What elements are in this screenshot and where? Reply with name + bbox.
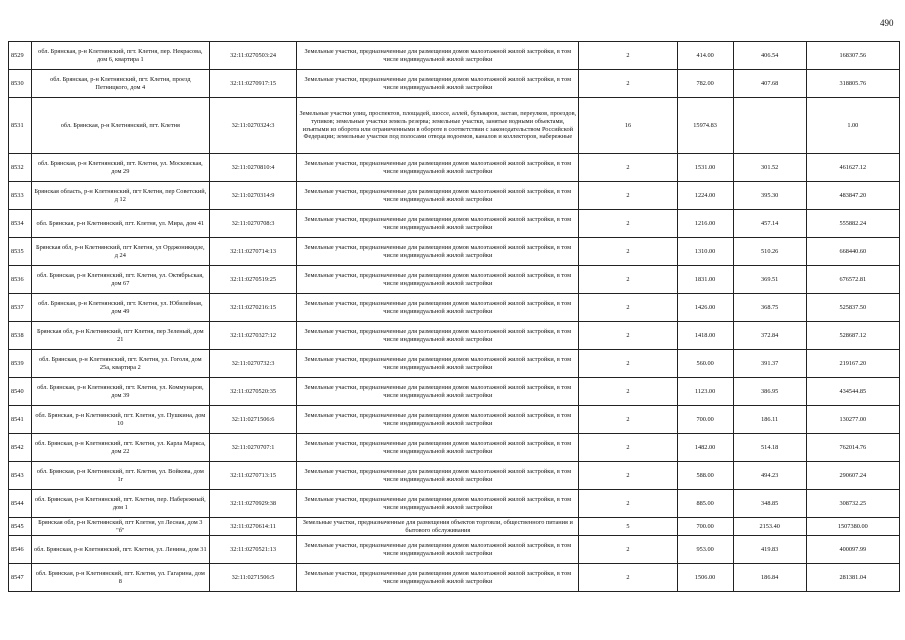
group-code-cell: 2 <box>579 182 677 210</box>
land-use-cell: Земельные участки, предназначенные для размещения домов малоэтажной жилой застройки, в том числе индивидуальной жилой застройки <box>297 406 579 434</box>
area-cell: 700.00 <box>677 406 733 434</box>
cadastral-number-cell: 32:11:0270519:25 <box>209 266 296 294</box>
cadastral-value-cell: 1507380.00 <box>806 518 899 536</box>
cadastral-number-cell: 32:11:0270732:3 <box>209 350 296 378</box>
address-cell: обл. Брянская, р-н Клетнянский, пгт. Клетня, ул. Московская, дом 29 <box>31 154 209 182</box>
area-cell: 1426.00 <box>677 294 733 322</box>
table-body <box>9 42 900 592</box>
specific-value-cell: 395.30 <box>733 182 806 210</box>
cadastral-value-cell: 525837.50 <box>806 294 899 322</box>
address-cell: Брянская область, р-н Клетнянский, пгт Клетня, пер Советский, д 12 <box>31 182 209 210</box>
address-cell: обл. Брянская, р-н Клетнянский, пгт. Клетня, ул. Гоголя, дом 25а, квартира 2 <box>31 350 209 378</box>
cadastral-value-cell: 219167.20 <box>806 350 899 378</box>
land-use-cell: Земельные участки, предназначенные для размещения домов малоэтажной жилой застройки, в том числе индивидуальной жилой застройки <box>297 462 579 490</box>
cadastral-value-cell: 676572.81 <box>806 266 899 294</box>
table-row <box>9 154 900 182</box>
table-row <box>9 238 900 266</box>
group-code-cell: 2 <box>579 322 677 350</box>
cadastral-number-cell: 32:11:0270714:13 <box>209 238 296 266</box>
table-row <box>9 564 900 592</box>
area-cell: 1531.00 <box>677 154 733 182</box>
address-cell: обл. Брянская, р-н Клетнянский, пгт. Клетня, пер. Набережный, дом 1 <box>31 490 209 518</box>
row-number-cell: 8536 <box>9 266 32 294</box>
specific-value-cell: 514.18 <box>733 434 806 462</box>
area-cell: 1482.00 <box>677 434 733 462</box>
cadastral-value-cell: 528687.12 <box>806 322 899 350</box>
row-number-cell: 8532 <box>9 154 32 182</box>
row-number-cell: 8533 <box>9 182 32 210</box>
group-code-cell: 2 <box>579 564 677 592</box>
cadastral-number-cell: 32:11:0270324:3 <box>209 98 296 154</box>
address-cell: обл. Брянская, р-н Клетнянский, пгт. Клетня, ул. Гагарина, дом 8 <box>31 564 209 592</box>
group-code-cell: 2 <box>579 238 677 266</box>
specific-value-cell: 348.85 <box>733 490 806 518</box>
specific-value-cell: 407.68 <box>733 70 806 98</box>
specific-value-cell: 368.75 <box>733 294 806 322</box>
cadastral-value-cell: 483847.20 <box>806 182 899 210</box>
table-row <box>9 322 900 350</box>
table-row <box>9 350 900 378</box>
cadastral-value-cell: 290607.24 <box>806 462 899 490</box>
land-use-cell: Земельные участки, предназначенные для размещения домов малоэтажной жилой застройки, в том числе индивидуальной жилой застройки <box>297 322 579 350</box>
row-number-cell: 8546 <box>9 536 32 564</box>
specific-value-cell: 301.52 <box>733 154 806 182</box>
specific-value-cell: 419.83 <box>733 536 806 564</box>
land-use-cell: Земельные участки, предназначенные для размещения домов малоэтажной жилой застройки, в том числе индивидуальной жилой застройки <box>297 490 579 518</box>
group-code-cell: 2 <box>579 378 677 406</box>
table-row <box>9 182 900 210</box>
cadastral-value-cell: 308732.25 <box>806 490 899 518</box>
cadastral-value-cell: 168307.56 <box>806 42 899 70</box>
address-cell: обл. Брянская, р-н Клетнянский, пгт. Клетня, ул. Пушкина, дом 10 <box>31 406 209 434</box>
address-cell: обл. Брянская, р-н Клетнянский, пгт. Клетня, ул. Ленина, дом 31 <box>31 536 209 564</box>
cadastral-number-cell: 32:11:0270810:4 <box>209 154 296 182</box>
area-cell: 953.00 <box>677 536 733 564</box>
land-use-cell: Земельные участки, предназначенные для размещения домов малоэтажной жилой застройки, в том числе индивидуальной жилой застройки <box>297 378 579 406</box>
land-use-cell: Земельные участки, предназначенные для размещения домов малоэтажной жилой застройки, в том числе индивидуальной жилой застройки <box>297 434 579 462</box>
row-number-cell: 8541 <box>9 406 32 434</box>
page-number: 490 <box>880 18 894 28</box>
cadastral-number-cell: 32:11:0270708:3 <box>209 210 296 238</box>
land-use-cell: Земельные участки, предназначенные для размещения домов малоэтажной жилой застройки, в том числе индивидуальной жилой застройки <box>297 154 579 182</box>
cadastral-number-cell: 32:11:0270314:9 <box>209 182 296 210</box>
cadastral-value-cell: 1.00 <box>806 98 899 154</box>
group-code-cell: 2 <box>579 406 677 434</box>
cadastral-number-cell: 32:11:0270520:35 <box>209 378 296 406</box>
cadastral-value-cell: 461627.12 <box>806 154 899 182</box>
table-row <box>9 406 900 434</box>
address-cell: обл. Брянская, р-н Клетнянский, пгт. Клетня, ул. Мира, дом 41 <box>31 210 209 238</box>
row-number-cell: 8545 <box>9 518 32 536</box>
area-cell: 15974.83 <box>677 98 733 154</box>
area-cell: 1216.00 <box>677 210 733 238</box>
cadastral-value-cell: 555882.24 <box>806 210 899 238</box>
area-cell: 1506.00 <box>677 564 733 592</box>
address-cell: обл. Брянская, р-н Клетнянский, пгт. Клетня, ул. Карла Маркса, дом 22 <box>31 434 209 462</box>
row-number-cell: 8547 <box>9 564 32 592</box>
land-use-cell: Земельные участки, предназначенные для размещения домов малоэтажной жилой застройки, в том числе индивидуальной жилой застройки <box>297 182 579 210</box>
specific-value-cell: 2153.40 <box>733 518 806 536</box>
specific-value-cell: 457.14 <box>733 210 806 238</box>
specific-value-cell: 386.95 <box>733 378 806 406</box>
row-number-cell: 8534 <box>9 210 32 238</box>
specific-value-cell: 186.11 <box>733 406 806 434</box>
area-cell: 1123.00 <box>677 378 733 406</box>
address-cell: обл. Брянская, р-н Клетнянский, пгт. Клетня <box>31 98 209 154</box>
cadastral-number-cell: 32:11:0270917:15 <box>209 70 296 98</box>
specific-value-cell: 186.84 <box>733 564 806 592</box>
address-cell: обл. Брянская, р-н Клетнянский, пгт. Клетня, проезд Петницкого, дом 4 <box>31 70 209 98</box>
cadastral-value-cell: 130277.00 <box>806 406 899 434</box>
table-row <box>9 434 900 462</box>
table-row <box>9 378 900 406</box>
group-code-cell: 5 <box>579 518 677 536</box>
row-number-cell: 8542 <box>9 434 32 462</box>
land-use-cell: Земельные участки, предназначенные для размещения объектов торговли, общественного питания и бытового обслуживания <box>297 518 579 536</box>
group-code-cell: 16 <box>579 98 677 154</box>
land-use-cell: Земельные участки, предназначенные для размещения домов малоэтажной жилой застройки, в том числе индивидуальной жилой застройки <box>297 536 579 564</box>
area-cell: 560.00 <box>677 350 733 378</box>
address-cell: Брянская обл, р-н Клетнянский, пгт Клетня, ул Лесная, дом 3 "б" <box>31 518 209 536</box>
row-number-cell: 8537 <box>9 294 32 322</box>
address-cell: обл. Брянская, р-н Клетнянский, пгт. Клетня, ул. Октябрьская, дом 67 <box>31 266 209 294</box>
specific-value-cell: 369.51 <box>733 266 806 294</box>
land-use-cell: Земельные участки улиц, проспектов, площадей, шоссе, аллей, бульваров, застав, переулков, проездов, тупиков; земельные участки земель резерва; земельные участки, занятые водными объектами, изъятыми из оборота или ограниченными в обороте в соответствии с законодательством Российской Федерации; земельные участки под полосами отвода водоемов, каналов и коллекторов, набережные <box>297 98 579 154</box>
specific-value-cell <box>733 98 806 154</box>
land-use-cell: Земельные участки, предназначенные для размещения домов малоэтажной жилой застройки, в том числе индивидуальной жилой застройки <box>297 294 579 322</box>
land-use-cell: Земельные участки, предназначенные для размещения домов малоэтажной жилой застройки, в том числе индивидуальной жилой застройки <box>297 42 579 70</box>
area-cell: 1831.00 <box>677 266 733 294</box>
group-code-cell: 2 <box>579 536 677 564</box>
cadastral-number-cell: 32:11:0270521:13 <box>209 536 296 564</box>
row-number-cell: 8544 <box>9 490 32 518</box>
row-number-cell: 8529 <box>9 42 32 70</box>
table-row <box>9 210 900 238</box>
table-row <box>9 462 900 490</box>
table-row <box>9 98 900 154</box>
address-cell: Брянская обл, р-н Клетнянский, пгт Клетня, ул Орджоникидзе, д 24 <box>31 238 209 266</box>
area-cell: 414.00 <box>677 42 733 70</box>
group-code-cell: 2 <box>579 42 677 70</box>
area-cell: 700.00 <box>677 518 733 536</box>
cadastral-number-cell: 32:11:0271506:6 <box>209 406 296 434</box>
table-row <box>9 490 900 518</box>
group-code-cell: 2 <box>579 490 677 518</box>
area-cell: 1310.00 <box>677 238 733 266</box>
cadastral-number-cell: 32:11:0270929:38 <box>209 490 296 518</box>
cadastral-value-cell: 434544.85 <box>806 378 899 406</box>
land-use-cell: Земельные участки, предназначенные для размещения домов малоэтажной жилой застройки, в том числе индивидуальной жилой застройки <box>297 70 579 98</box>
address-cell: обл. Брянская, р-н Клетнянский, пгт. Клетня, пер. Некрасова, дом 6, квартира 1 <box>31 42 209 70</box>
land-use-cell: Земельные участки, предназначенные для размещения домов малоэтажной жилой застройки, в том числе индивидуальной жилой застройки <box>297 266 579 294</box>
address-cell: обл. Брянская, р-н Клетнянский, пгт. Клетня, ул. Войкова, дом 1г <box>31 462 209 490</box>
row-number-cell: 8538 <box>9 322 32 350</box>
address-cell: обл. Брянская, р-н Клетнянский, пгт. Клетня, ул. Коммунаров, дом 39 <box>31 378 209 406</box>
land-use-cell: Земельные участки, предназначенные для размещения домов малоэтажной жилой застройки, в том числе индивидуальной жилой застройки <box>297 210 579 238</box>
group-code-cell: 2 <box>579 266 677 294</box>
cadastral-value-cell: 668440.60 <box>806 238 899 266</box>
area-cell: 1418.00 <box>677 322 733 350</box>
table-row <box>9 518 900 536</box>
table-row <box>9 294 900 322</box>
land-use-cell: Земельные участки, предназначенные для размещения домов малоэтажной жилой застройки, в том числе индивидуальной жилой застройки <box>297 564 579 592</box>
address-cell: обл. Брянская, р-н Клетнянский, пгт. Клетня, ул. Юбилейная, дом 49 <box>31 294 209 322</box>
cadastral-value-cell: 281381.04 <box>806 564 899 592</box>
group-code-cell: 2 <box>579 294 677 322</box>
cadastral-number-cell: 32:11:0270327:12 <box>209 322 296 350</box>
specific-value-cell: 372.84 <box>733 322 806 350</box>
area-cell: 782.00 <box>677 70 733 98</box>
group-code-cell: 2 <box>579 350 677 378</box>
group-code-cell: 2 <box>579 154 677 182</box>
specific-value-cell: 510.26 <box>733 238 806 266</box>
row-number-cell: 8531 <box>9 98 32 154</box>
area-cell: 588.00 <box>677 462 733 490</box>
cadastral-value-table <box>8 41 900 592</box>
cadastral-value-cell: 400097.99 <box>806 536 899 564</box>
land-use-cell: Земельные участки, предназначенные для размещения домов малоэтажной жилой застройки, в том числе индивидуальной жилой застройки <box>297 350 579 378</box>
specific-value-cell: 391.37 <box>733 350 806 378</box>
cadastral-value-cell: 762014.76 <box>806 434 899 462</box>
address-cell: Брянская обл, р-н Клетнянский, пгт Клетня, пер Зеленый, дом 21 <box>31 322 209 350</box>
group-code-cell: 2 <box>579 70 677 98</box>
group-code-cell: 2 <box>579 210 677 238</box>
specific-value-cell: 494.23 <box>733 462 806 490</box>
table-row <box>9 42 900 70</box>
area-cell: 1224.00 <box>677 182 733 210</box>
row-number-cell: 8530 <box>9 70 32 98</box>
cadastral-number-cell: 32:11:0271506:5 <box>209 564 296 592</box>
cadastral-number-cell: 32:11:0270216:15 <box>209 294 296 322</box>
land-use-cell: Земельные участки, предназначенные для размещения домов малоэтажной жилой застройки, в том числе индивидуальной жилой застройки <box>297 238 579 266</box>
cadastral-number-cell: 32:11:0270713:15 <box>209 462 296 490</box>
table-row <box>9 266 900 294</box>
row-number-cell: 8540 <box>9 378 32 406</box>
specific-value-cell: 406.54 <box>733 42 806 70</box>
cadastral-number-cell: 32:11:0270614:11 <box>209 518 296 536</box>
cadastral-number-cell: 32:11:0270707:1 <box>209 434 296 462</box>
group-code-cell: 2 <box>579 434 677 462</box>
area-cell: 885.00 <box>677 490 733 518</box>
row-number-cell: 8539 <box>9 350 32 378</box>
row-number-cell: 8535 <box>9 238 32 266</box>
cadastral-value-cell: 318805.76 <box>806 70 899 98</box>
row-number-cell: 8543 <box>9 462 32 490</box>
table-row <box>9 70 900 98</box>
group-code-cell: 2 <box>579 462 677 490</box>
cadastral-number-cell: 32:11:0270503:24 <box>209 42 296 70</box>
table-row <box>9 536 900 564</box>
